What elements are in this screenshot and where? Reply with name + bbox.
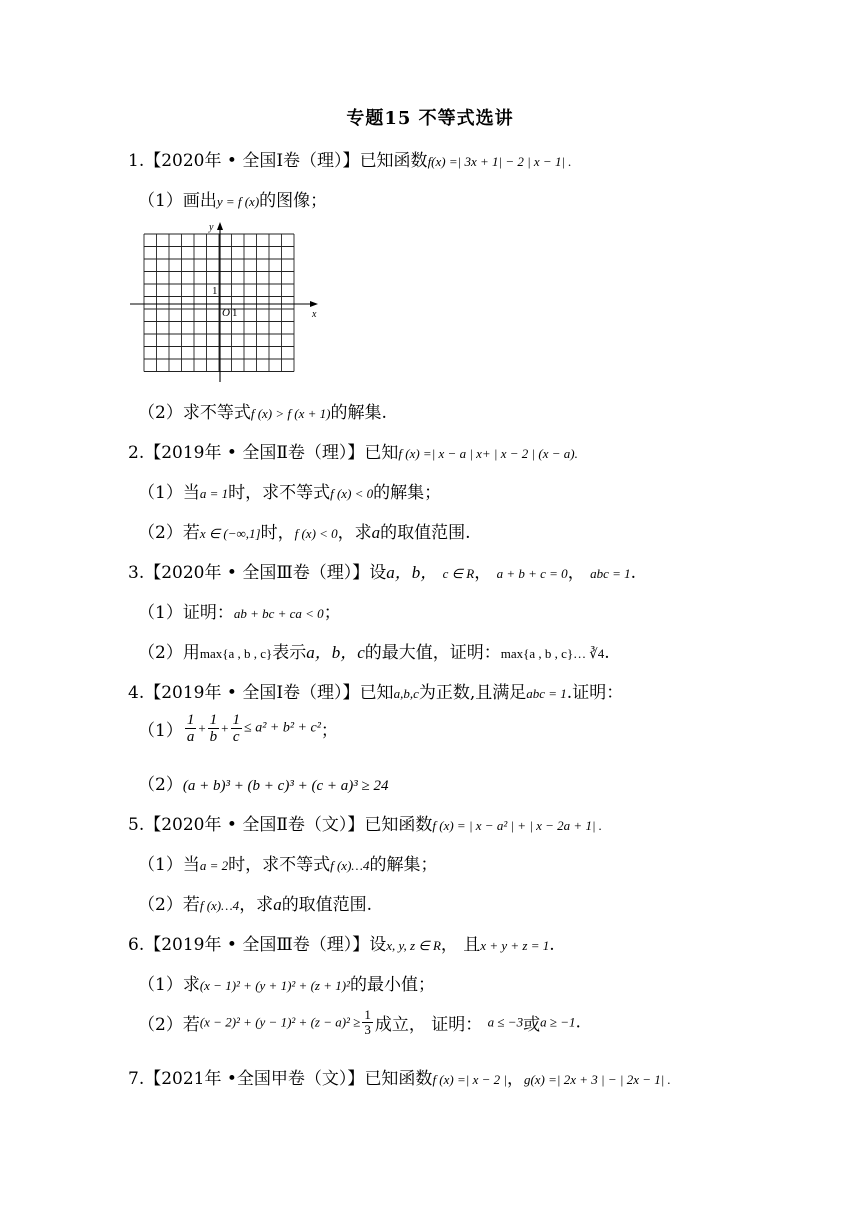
problem-number: 1. bbox=[128, 151, 145, 171]
problem-number: 4. bbox=[128, 683, 145, 703]
problem-number: 6. bbox=[128, 935, 145, 955]
problem-1-part-2: （2）求不等式f (x) > f (x + 1)的解集. bbox=[138, 403, 387, 423]
problem-2-part-1: （1）当a = 1时，求不等式f (x) < 0的解集； bbox=[138, 483, 442, 503]
problem-4-stem: 4.【2019年 • 全国Ⅰ卷（理）】已知a,b,c为正数,且满足abc = 1.证明： bbox=[128, 683, 624, 703]
problem-text: 已知函数 bbox=[359, 151, 428, 171]
problem-source-tag: 【2019年 • 全国Ⅰ卷（理）】 bbox=[144, 683, 360, 703]
function-expression: g(x) =| 2x + 3 | − | 2x − 1| . bbox=[523, 1072, 671, 1087]
problem-2-stem: 2.【2019年 • 全国Ⅱ卷（理）】已知f (x) =| x − a | x+ | x − 2 | (x − a). bbox=[128, 443, 578, 463]
origin-label: O bbox=[222, 307, 230, 319]
problem-source-tag: 【2021年 •全国甲卷（文）】 bbox=[144, 1069, 365, 1089]
coordinate-grid-figure bbox=[126, 214, 326, 386]
function-expression: f (x) = | x − a² | + | x − 2a + 1| . bbox=[432, 818, 603, 833]
fraction: $\frac{1}{a}$ bbox=[186, 712, 195, 745]
problem-source-tag: 【2019年 • 全国Ⅱ卷（理）】 bbox=[144, 443, 365, 463]
math-expression: f (x) > f (x + 1) bbox=[250, 406, 331, 421]
problem-3-stem: 3.【2020年 • 全国Ⅲ卷（理）】设a，b， c ∈ R， a + b + c = 0， abc = 1. bbox=[128, 563, 637, 583]
problem-1-part-1: （1）画出y = f (x)的图像； bbox=[138, 191, 328, 211]
problem-1-stem bbox=[128, 146, 572, 171]
y-axis-label: y bbox=[209, 222, 214, 233]
function-expression: f (x) =| x − 2 | bbox=[432, 1072, 507, 1087]
problem-source-tag: 【2020年 • 全国Ⅰ卷（理）】 bbox=[144, 151, 360, 171]
coordinate-grid bbox=[126, 214, 326, 386]
problem-4-part-1: （1） $\frac{1}{a}$ + $\frac{1}{b}$ + $\frac{1}{c}$ ≤ a² + b² + c²； bbox=[138, 712, 338, 745]
x-axis-arrow-icon bbox=[310, 301, 318, 307]
fraction: $\frac{1}{3}$ bbox=[364, 1007, 371, 1037]
fraction: $\frac{1}{b}$ bbox=[209, 712, 218, 745]
problem-5-part-2: （2）若f (x)…4，求a的取值范围. bbox=[138, 895, 373, 915]
page-title: 专题15 不等式选讲 bbox=[346, 108, 514, 129]
problem-number: 7. bbox=[128, 1069, 145, 1089]
problem-6-stem: 6.【2019年 • 全国Ⅲ卷（理）】设x, y, z ∈ R， 且x + y + z = 1. bbox=[128, 935, 555, 955]
problem-number: 5. bbox=[128, 815, 145, 835]
x-unit-label: 1 bbox=[232, 307, 238, 319]
fraction: $\frac{1}{c}$ bbox=[232, 712, 241, 745]
problem-7-stem: 7.【2021年 •全国甲卷（文）】已知函数f (x) =| x − 2 |，g(x) =| 2x + 3 | − | 2x − 1| . bbox=[128, 1069, 671, 1089]
y-axis-arrow-icon bbox=[217, 222, 223, 230]
y-unit-label: 1 bbox=[212, 285, 218, 297]
problem-2-part-2: （2）若x ∈ (−∞,1]时，f (x) < 0，求a的取值范围. bbox=[138, 523, 471, 543]
problem-source-tag: 【2019年 • 全国Ⅲ卷（理）】 bbox=[144, 935, 370, 955]
problem-6-part-1: （1）求(x − 1)² + (y + 1)² + (z + 1)²的最小值； bbox=[138, 975, 435, 995]
function-expression: f(x) =| 3x + 1| − 2 | x − 1| . bbox=[427, 154, 572, 169]
problem-5-part-1: （1）当a = 2时，求不等式f (x)…4的解集； bbox=[138, 855, 438, 875]
problem-3-part-2: （2）用max{a , b , c}表示a，b，c的最大值，证明：max{a , b , c}… ∛4. bbox=[138, 643, 610, 663]
problem-4-part-2: （2）(a + b)³ + (b + c)³ + (c + a)³ ≥ 24 bbox=[138, 775, 389, 795]
problem-6-part-2: （2）若(x − 2)² + (y − 1)² + (z − a)² ≥ $\frac{1}{3}$ 成立， 证明： a ≤ −3或a ≥ −1. bbox=[138, 1007, 581, 1037]
x-axis-label: x bbox=[312, 309, 317, 320]
problem-5-stem: 5.【2020年 • 全国Ⅱ卷（文）】已知函数f (x) = | x − a² | + | x − 2a + 1| . bbox=[128, 815, 603, 835]
problem-number: 3. bbox=[128, 563, 145, 583]
math-expression: y = f (x) bbox=[216, 194, 260, 209]
problem-source-tag: 【2020年 • 全国Ⅱ卷（文）】 bbox=[144, 815, 365, 835]
problem-source-tag: 【2020年 • 全国Ⅲ卷（理）】 bbox=[144, 563, 370, 583]
function-expression: f (x) =| x − a | x+ | x − 2 | (x − a). bbox=[398, 446, 578, 461]
problem-3-part-1: （1）证明：ab + bc + ca < 0； bbox=[138, 603, 341, 623]
grid-lines bbox=[144, 234, 294, 372]
problem-number: 2. bbox=[128, 443, 145, 463]
